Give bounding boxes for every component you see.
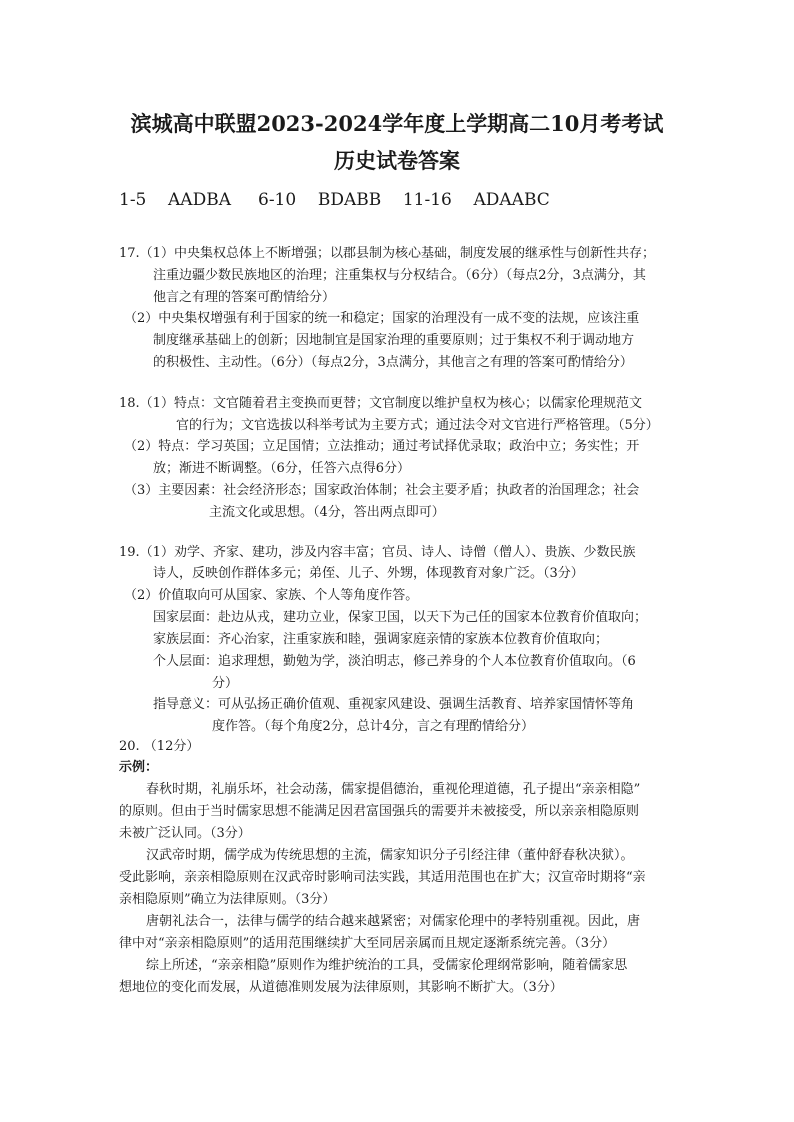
q20-text: 的原则。但由于当时儒家思想不能满足因君富国强兵的需要并未被接受，所以亲亲相隐原则 (119, 804, 640, 819)
q17-text: 他言之有理的答案可酌情给分） (153, 290, 336, 305)
page-subtitle: 历史试卷答案 (334, 148, 460, 173)
q20-text: 受此影响，亲亲相隐原则在汉武帝时影响司法实践，其适用范围也在扩大；汉宣帝时期将“亲 (119, 870, 646, 885)
q20-text: 春秋时期，礼崩乐坏，社会动荡，儒家提倡德治，重视伦理道德，孔子提出“亲亲相隐” (146, 782, 641, 797)
answer-letters: BDABB (317, 190, 382, 210)
q17-text: 注重边疆少数民族地区的治理；注重集权与分权结合。（6分）（每点2分，3点满分，其 (153, 268, 646, 283)
q18-text: 官的行为；文官选拔以科举考试为主要方式；通过法令对文官进行严格管理。（5分） (176, 418, 659, 433)
q18-text: （3）主要因素：社会经济形态；国家政治体制；社会主要矛盾；执政者的治国理念；社会 (124, 483, 640, 498)
q18-text: 18.（1）特点：文官随着君主变换而更替；文官制度以维护皇权为核心；以儒家伦理规范文 (119, 396, 642, 411)
q19-text: （2）价值取向可从国家、家族、个人等角度作答。 (124, 588, 419, 603)
q18-text: （2）特点：学习英国；立足国情；立法推动；通过考试择优录取；政治中立；务实性；开 (124, 439, 640, 454)
q19-text: 家族层面：齐心治家，注重家族和睦，强调家庭亲情的家族本位教育价值取向； (153, 632, 609, 647)
q17-text: 17.（1）中央集权总体上不断增强；以郡县制为核心基础，制度发展的继承性与创新性共存； (119, 246, 655, 261)
answer-range: 6-10 (258, 190, 297, 210)
q17-text: 的积极性、主动性。（6分）（每点2分，3点满分，其他言之有理的答案可酌情给分） (153, 355, 633, 370)
q19-text: 19.（1）劝学、齐家、建功，涉及内容丰富；官员、诗人、诗僧（僧人）、贵族、少数民族 (119, 545, 636, 560)
q19-text: 国家层面：赴边从戎，建功立业，保家卫国，以天下为己任的国家本位教育价值取向； (153, 610, 648, 625)
choice-answers (119, 190, 550, 210)
q17-text: （2）中央集权增强有利于国家的统一和稳定；国家的治理没有一成不变的法规，应该注重 (124, 311, 640, 326)
q18-text: 主流文化或思想。（4分，答出两点即可） (209, 505, 445, 520)
q20-text: 汉武帝时期，儒学成为传统思想的主流，儒家知识分子引经注律（董仲舒春秋决狱）。 (146, 848, 634, 863)
q20-heading: 20. （12分） (119, 739, 200, 754)
q18-text: 放；渐进不断调整。（6分，任答六点得6分） (153, 461, 411, 476)
q19-text: 诗人，反映创作群体多元；弟侄、儿子、外甥，体现教育对象广泛。（3分） (153, 566, 584, 581)
answer-letters: ADAABC (473, 190, 550, 210)
q19-text: 度作答。（每个角度2分，总计4分，言之有理酌情给分） (212, 719, 535, 734)
q19-text: 个人层面：追求理想，勤勉为学，淡泊明志，修己养身的个人本位教育价值取向。（6 (153, 654, 636, 669)
q20-text: 综上所述，“亲亲相隐”原则作为维护统治的工具，受儒家伦理纲常影响，随着儒家思 (146, 958, 628, 973)
answer-range: 1-5 (119, 190, 147, 210)
q20-text: 亲相隐原则”确立为法律原则。（3分） (119, 892, 336, 907)
q19-text: 分） (212, 676, 239, 691)
page-title: 滨城高中联盟2023-2024学年度上学期高二10月考考试 (130, 111, 664, 136)
q17-text: 制度继承基础上的创新；因地制宜是国家治理的重要原则；过于集权不利于调动地方 (153, 333, 635, 348)
q20-text: 唐朝礼法合一，法律与儒学的结合越来越紧密；对儒家伦理中的孝特别重视。因此，唐 (146, 914, 641, 929)
q19-text: 指导意义：可从弘扬正确价值观、重视家风建设、强调生活教育、培养家国情怀等角 (153, 697, 635, 712)
answer-letters: AADBA (168, 190, 231, 210)
q20-text: 律中对“亲亲相隐原则”的适用范围继续扩大至同居亲属而且规定逐渐系统完善。（3分） (119, 936, 616, 951)
answer-range: 11-16 (402, 190, 452, 210)
q20-text: 未被广泛认同。（3分） (119, 826, 251, 841)
q20-example-label: 示例： (119, 760, 159, 775)
q20-text: 想地位的变化而发展，从道德准则发展为法律原则，其影响不断扩大。（3分） (119, 980, 563, 995)
